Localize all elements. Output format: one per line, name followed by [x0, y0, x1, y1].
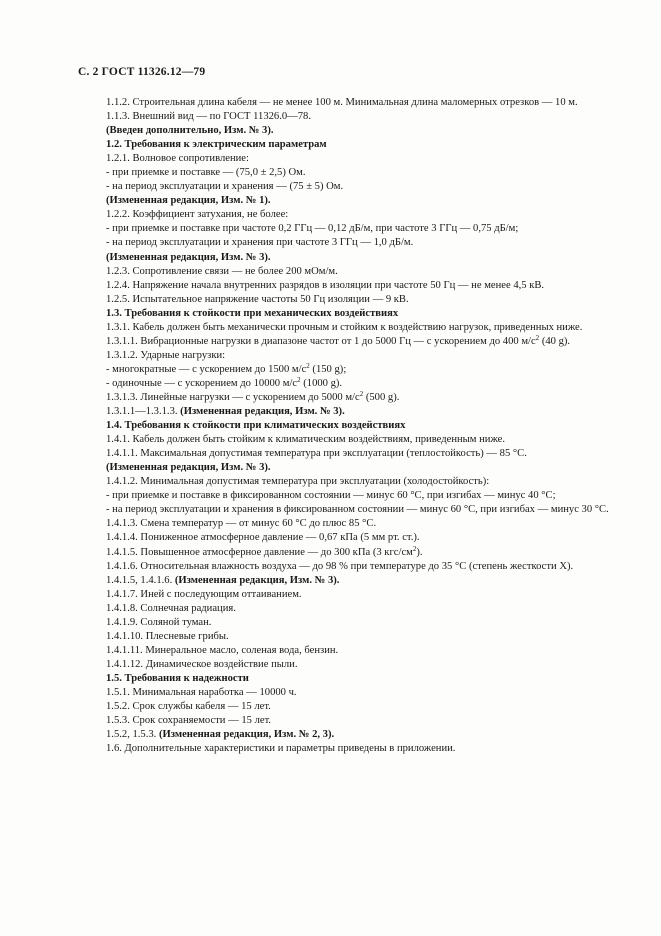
paragraph	[78, 728, 616, 742]
paragraph-text: - на период эксплуатации и хранения при частоте 3 ГГц — 1,0 дБ/м.	[106, 237, 414, 249]
paragraph	[78, 307, 616, 321]
paragraph-text: - при приемке и поставке в фиксированном состоянии — минус 60 °С, при изгибах — минус 40 °С;	[106, 490, 556, 502]
paragraph-text: 1.6. Дополнительные характеристики и параметры приведены в приложении.	[106, 743, 456, 755]
paragraph-text: 1.4.1.11. Минеральное масло, соленая вода, бензин.	[106, 644, 339, 656]
paragraph	[78, 279, 616, 293]
paragraph-text: (Введен дополнительно, Изм. № 3).	[106, 125, 274, 137]
paragraph	[78, 475, 616, 489]
paragraph	[78, 560, 616, 574]
paragraph-text: 1.5.2. Срок службы кабеля — 15 лет.	[106, 701, 271, 713]
paragraph	[78, 138, 616, 152]
paragraph	[78, 405, 616, 419]
paragraph-text: 1.5.1. Минимальная наработка — 10000 ч.	[106, 686, 297, 698]
paragraph	[78, 672, 616, 686]
paragraph-text: 1.3.1. Кабель должен быть механически прочным и стойким к воздействию нагрузок, приведенных ниже.	[106, 321, 583, 333]
paragraph	[78, 194, 616, 208]
paragraph-text: 1.4. Требования к стойкости при климатических воздействиях	[106, 420, 406, 432]
paragraph	[78, 293, 616, 307]
paragraph	[78, 531, 616, 545]
paragraph-text: 1.3.1.2. Ударные нагрузки:	[106, 349, 226, 361]
superscript: 2	[412, 544, 417, 553]
paragraph	[78, 574, 616, 588]
superscript: 2	[306, 361, 310, 370]
amendment-note: (Измененная редакция, Изм. № 2, 3).	[158, 729, 335, 741]
paragraph	[78, 616, 616, 630]
paragraph-text: 1.2.4. Напряжение начала внутренних разрядов в изоляции при частоте 50 Гц — не менее 4,5 кВ.	[106, 279, 545, 291]
paragraph-text: 1.4.1.1. Максимальная допустимая температура при эксплуатации (теплостойкость) — 85 °С.	[106, 448, 527, 460]
paragraph-text: 1.4.1.2. Минимальная допустимая температура при эксплуатации (холодостойкость):	[106, 476, 490, 488]
paragraph-text: 1.3. Требования к стойкости при механических воздействиях	[106, 307, 399, 319]
paragraph-text: 1.3.1.1—1.3.1.3.	[106, 406, 178, 418]
paragraph	[78, 377, 616, 391]
superscript: 2	[535, 333, 540, 342]
paragraph	[78, 222, 616, 236]
paragraph-text: (Измененная редакция, Изм. № 3).	[106, 462, 271, 474]
paragraph-text: 1.2.3. Сопротивление связи — не более 200 мОм/м.	[106, 265, 338, 277]
paragraph	[78, 391, 616, 405]
paragraph	[78, 517, 616, 531]
paragraph-text: 1.4.1.8. Солнечная радиация.	[106, 602, 236, 614]
paragraph-text: (Измененная редакция, Изм. № 1).	[106, 195, 271, 207]
paragraph-text: 1.4.1.12. Динамическое воздействие пыли.	[106, 658, 298, 670]
paragraph-text: (Измененная редакция, Изм. № 3).	[106, 251, 271, 263]
paragraph	[78, 700, 616, 714]
paragraph	[78, 349, 616, 363]
amendment-note: (Измененная редакция, Изм. № 3).	[180, 406, 345, 418]
paragraph	[78, 447, 616, 461]
paragraph	[78, 180, 616, 194]
paragraph-text: 1.2.5. Испытательное напряжение частоты 50 Гц изоляции — 9 кВ.	[106, 293, 409, 305]
paragraph-text: 1.4.1.9. Соляной туман.	[106, 616, 212, 628]
paragraph-text: 1.3.1.1. Вибрационные нагрузки в диапазоне частот от 1 до 5000 Гц — с ускорением до 400 м/с	[106, 335, 536, 347]
paragraph-text: 1.1.3. Внешний вид — по ГОСТ 11326.0—78.	[106, 111, 312, 123]
paragraph	[78, 588, 616, 602]
paragraph-text: 1.4.1.6. Относительная влажность воздуха — до 98 % при температуре до 35 °С (степень жесткости X).	[106, 560, 574, 572]
paragraph-text: 1.2.2. Коэффициент затухания, не более:	[106, 209, 289, 221]
superscript: 2	[297, 375, 301, 384]
paragraph-text: - на период эксплуатации и хранения в фиксированном состоянии — минус 60 °С, при изгибах — минус 30 °С.	[106, 504, 609, 516]
paragraph	[78, 363, 616, 377]
paragraph-text: 1.4.1.5. Повышенное атмосферное давление — до 300 кПа (3 кгс/см	[106, 546, 413, 558]
paragraph-text: 1.3.1.3. Линейные нагрузки — с ускорением до 5000 м/с	[106, 391, 360, 403]
paragraph-text: 1.4.1.10. Плесневые грибы.	[106, 630, 229, 642]
amendment-note: (Измененная редакция, Изм. № 3).	[174, 574, 340, 586]
paragraph	[78, 686, 616, 700]
paragraph	[78, 644, 616, 658]
paragraph-text: - на период эксплуатации и хранения — (75 ± 5) Ом.	[106, 181, 344, 193]
paragraph	[78, 124, 616, 138]
paragraph	[78, 96, 616, 110]
paragraph	[78, 602, 616, 616]
paragraph	[78, 166, 616, 180]
paragraph-text: - одиночные — с ускорением до 10000 м/с	[106, 377, 298, 389]
paragraph	[78, 742, 616, 756]
paragraph-text: 1.5. Требования к надежности	[106, 672, 249, 684]
paragraph-text-tail: (1000 g).	[300, 377, 343, 389]
paragraph	[78, 321, 616, 335]
paragraph-text-tail: (150 g);	[309, 363, 347, 375]
paragraph-text: 1.2.1. Волновое сопротивление:	[106, 153, 249, 165]
paragraph-text-tail: (500 g).	[363, 391, 400, 403]
paragraph	[78, 489, 616, 503]
paragraph-text: - при приемке и поставке при частоте 0,2 ГГц — 0,12 дБ/м, при частоте 3 ГГц — 0,75 дБ/м;	[106, 223, 519, 235]
paragraph-text: - многократные — с ускорением до 1500 м/с	[106, 363, 307, 375]
paragraph-text: 1.1.2. Строительная длина кабеля — не менее 100 м. Минимальная длина маломерных отрезков — 10 м.	[106, 97, 578, 108]
paragraph-text-tail: (40 g).	[539, 335, 571, 347]
paragraph-text: 1.2. Требования к электрическим параметрам	[106, 139, 327, 151]
paragraph	[78, 546, 616, 560]
paragraph	[78, 265, 616, 279]
paragraph	[78, 714, 616, 728]
paragraph-text: 1.4.1.3. Смена температур — от минус 60 °С до плюс 85 °С.	[106, 518, 377, 530]
paragraph-text: 1.5.3. Срок сохраняемости — 15 лет.	[106, 715, 272, 727]
paragraph-text: 1.5.2, 1.5.3.	[106, 729, 157, 741]
page-header: С. 2 ГОСТ 11326.12—79	[78, 66, 206, 78]
paragraph	[78, 251, 616, 265]
paragraph	[78, 110, 616, 124]
paragraph	[78, 419, 616, 433]
paragraph	[78, 433, 616, 447]
paragraph	[78, 208, 616, 222]
paragraph-text: 1.4.1. Кабель должен быть стойким к климатическим воздействиям, приведенным ниже.	[106, 434, 505, 446]
document-body	[78, 96, 616, 756]
paragraph	[78, 461, 616, 475]
paragraph	[78, 335, 616, 349]
paragraph-text: 1.4.1.5, 1.4.1.6.	[106, 574, 173, 586]
paragraph-text-tail: ).	[416, 546, 423, 558]
paragraph-text: 1.4.1.4. Пониженное атмосферное давление — 0,67 кПа (5 мм рт. ст.).	[106, 532, 420, 544]
paragraph	[78, 152, 616, 166]
paragraph	[78, 630, 616, 644]
paragraph-text: - при приемке и поставке — (75,0 ± 2,5) Ом.	[106, 167, 306, 179]
paragraph	[78, 236, 616, 250]
paragraph	[78, 503, 616, 517]
paragraph	[78, 658, 616, 672]
paragraph-text: 1.4.1.7. Иней с последующим оттаиванием.	[106, 588, 302, 600]
superscript: 2	[359, 389, 364, 398]
